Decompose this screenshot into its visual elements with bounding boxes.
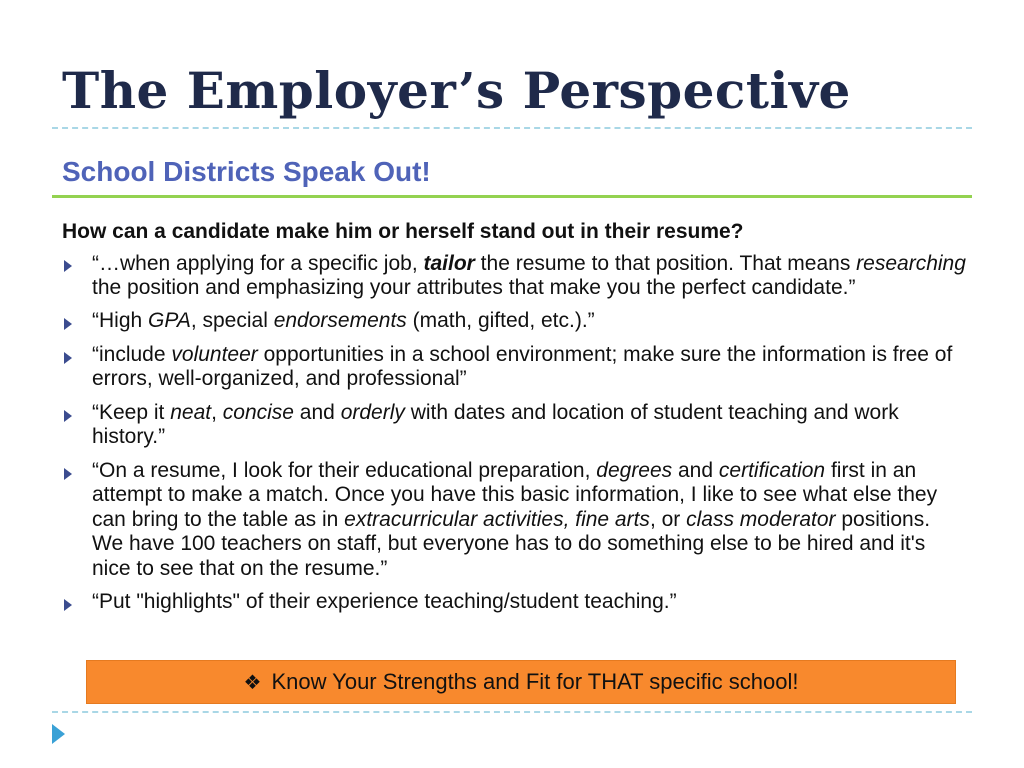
highlight-banner: [86, 660, 956, 704]
quote-text-segment: tailor: [423, 252, 475, 275]
quote-item: [62, 252, 967, 300]
quote-text-segment: and: [293, 400, 341, 424]
top-dotted-divider: [52, 127, 972, 129]
quote-text-segment: researching: [856, 252, 966, 275]
quote-text-segment: concise: [222, 400, 294, 424]
quote-text-segment: “On a resume, I look for their educational preparation,: [92, 458, 597, 482]
quote-text-segment: volunteer: [171, 342, 258, 366]
quote-text-segment: opportunities in a school environment; make sure the information is free of errors, well-organized, and professional”: [92, 342, 953, 390]
triangle-bullet-icon: [64, 260, 72, 272]
quote-text-segment: endorsements: [273, 309, 407, 332]
quote-item: [62, 459, 967, 582]
triangle-bullet-icon: [64, 318, 72, 330]
quote-text-segment: “Put "highlights" of their experience teaching/student teaching.”: [92, 590, 677, 613]
quote-text-segment: class moderator: [686, 507, 836, 531]
triangle-bullet-icon: [64, 410, 72, 422]
quote-text-segment: and: [672, 458, 719, 482]
quote-text-segment: , or: [649, 507, 687, 531]
quote-text-segment: neat: [170, 400, 212, 424]
quote-text-segment: GPA: [148, 309, 191, 332]
quote-text-segment: with dates and location of student teaching and work history.”: [92, 400, 899, 448]
quote-text-segment: “High: [92, 309, 149, 332]
triangle-bullet-icon: [64, 468, 72, 480]
quote-list: [62, 252, 967, 624]
banner-text: Know Your Strengths and Fit for THAT specific school!: [271, 669, 799, 694]
quote-text-segment: extracurricular activities, fine arts: [344, 507, 650, 531]
quote-text-segment: certification: [718, 458, 826, 482]
quote-item: [62, 343, 967, 392]
quote-item: [62, 309, 967, 334]
play-arrow-icon: [52, 724, 65, 744]
quote-text-segment: first in an attempt to make a match. Once you have this basic information, I like to see what else they can bring to the table as in: [92, 458, 938, 531]
quote-text-segment: (math, gifted, etc.).”: [406, 309, 595, 332]
quote-text-segment: orderly: [340, 400, 405, 424]
quote-text-segment: “include: [92, 342, 172, 366]
quote-text-segment: the position and emphasizing your attributes that make you the perfect candidate.”: [92, 276, 856, 299]
quote-item: [62, 401, 967, 450]
bottom-dotted-divider: [52, 711, 972, 713]
green-divider: [52, 195, 972, 198]
triangle-bullet-icon: [64, 599, 72, 611]
slide-subtitle: School Districts Speak Out!: [62, 156, 431, 187]
slide-title: The Employer’s Perspective: [62, 61, 851, 120]
quote-text-segment: degrees: [596, 458, 673, 482]
quote-text-segment: “Keep it: [92, 400, 171, 424]
triangle-bullet-icon: [64, 352, 72, 364]
quote-text-segment: the resume to that position. That means: [474, 252, 857, 275]
quote-item: [62, 590, 967, 615]
quote-text-segment: , special: [190, 309, 274, 332]
diamond-bullet-icon: ❖: [243, 671, 262, 694]
quote-text-segment: ,: [211, 400, 223, 424]
quote-text-segment: “…when applying for a specific job,: [92, 252, 424, 275]
question-heading: How can a candidate make him or herself stand out in their resume?: [62, 220, 744, 243]
quote-text-segment: positions. We have 100 teachers on staff, but everyone has to do something else to be hired and it's nice to see that on the resume.”: [92, 507, 931, 580]
